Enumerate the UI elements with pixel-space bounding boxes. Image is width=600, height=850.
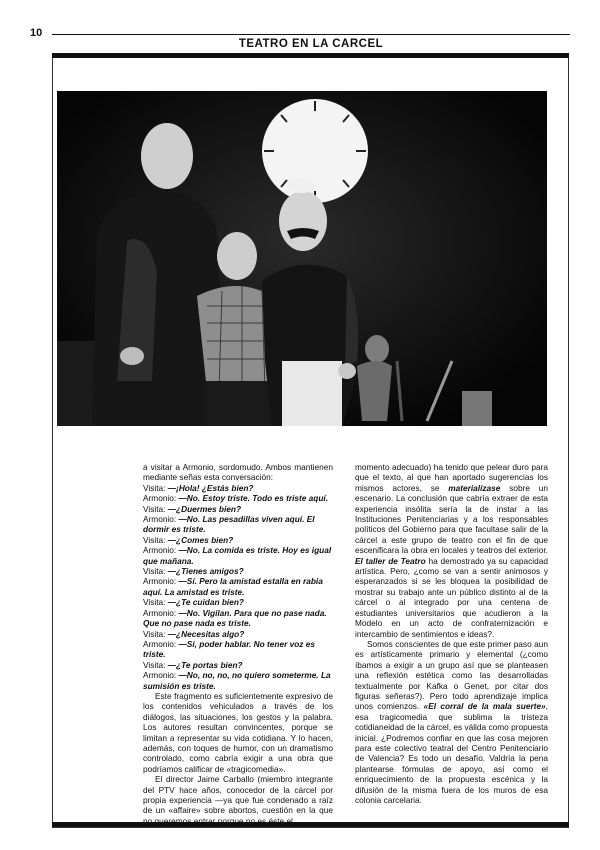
clock-prop: [262, 99, 368, 203]
dialogue-line: Armonio: —No. La comida es triste. Hoy es igual que mañana.: [143, 545, 332, 566]
dialogue-line: Visita: —¿Tienes amigos?: [143, 566, 244, 577]
intro-paragraph: a visitar a Armonio, sordomudo. Ambos mantienen mediante señas esta conversación:: [143, 462, 333, 483]
left-text-column: [143, 462, 333, 826]
frame-top-bar: [52, 53, 569, 58]
body-paragraph: Este fragmento es suficientemente expresivo de los contenidos vehiculados a través de los diálogos, las situaciones, los gestos y la palabra. Los autores resultan convincentes, porque se limitan a representar su vida cotidiana. Y lo hacen, además, con toques de humor, con un dramatismo controlado, como cabría exigir a una obra que podríamos calificar de «tragicomedia».: [143, 690, 333, 774]
dialogue-block: [143, 483, 333, 691]
dialogue-line: Armonio: —No. Las pesadillas viven aquí. El dormir es triste.: [143, 514, 315, 535]
right-text-column: [355, 462, 548, 805]
section-title: TEATRO EN LA CARCEL: [238, 38, 384, 50]
dialogue-line: Armonio: —No. Vigilan. Para que no pase nada. Que no pase nada es triste.: [143, 607, 327, 629]
dialogue-line: Armonio: —No. Estoy triste. Todo es triste aquí.: [143, 493, 329, 504]
stage-photo: [57, 91, 547, 426]
dialogue-line: Armonio: —No, no, no, no quiero someterme. La sumisión es triste.: [143, 670, 331, 691]
dialogue-line: Visita: —¿Duermes bien?: [143, 503, 242, 514]
body-paragraph: El director Jaime Carballo (miembro integrante del PTV hace años, conocedor de la cárcel por propia experiencia —ya que fue condenado a raíz de un «affaire» sobre abortos, cuestión en la que no queremos entrar porque no es éste el: [143, 774, 333, 826]
dialogue-line: Visita: —¡Hola! ¿Estás bien?: [143, 482, 254, 493]
dialogue-line: Visita: —¿Te cuidan bien?: [143, 597, 244, 608]
dialogue-line: Armonio: —Sí. Pero la amistad estalla en rabia aquí. La amistad es triste.: [143, 576, 323, 597]
body-paragraph: Somos conscientes de que este primer paso aun es artísticamente primario y elemental (¿como íbamos a exigir a un grupo así que se planteasen una reflexión estética como las desarrolladas textualmente por Kafka o Genet, por citar dos figuras señeras?). Pero todo aprendizaje implica unos comienzos. «El corral de la mala suerte», esa tragicomedia que sublima la tristeza cotidianeidad de la cárcel, es válida como propuesta inicial. ¿Podremos confiar en que las cosa mejoren para este colectivo teatral del Centro Penitenciario de Valencia? Es todo un desafío. Valdría la pena plantearse fórmulas de apoyo, así como el enriquecimiento de la propuesta escénica y la difusión de la misma fuera de los muros de esa colonia carcelaria.: [355, 638, 548, 805]
body-paragraph: momento adecuado) ha tenido que pelear duro para que el texto, al que han aportado sugerencias los mismos actores, se materializase sobre un escenario. La conclusión que cabría extraer de esta experiencia insólita sería la de instar a las Instituciones Penitenciarias y a los responsables políticos del Gobierno para que facultase salir de la cárcel a este grupo de teatro con el fin de que escenificara la obra en locales y teatros del exterior. El taller de Teatro ha demostrado ya su capacidad artística. Pero, ¿como se van a sentir animosos y esperanzados si se les bloquea la posibilidad de mostrar su trabajo ante un público distinto al de la cárcel o al integrado por una centena de estudiantes universitarios que acudieron a la Modelo en un acto de confraternización e intercambio de sentimientos e ideas?.: [355, 462, 548, 639]
dialogue-line: Visita: —¿Te portas bien?: [143, 659, 243, 670]
page-number: 10: [30, 27, 43, 39]
dialogue-line: Visita: —¿Necesitas algo?: [143, 628, 245, 639]
header-rule: [52, 34, 570, 35]
dialogue-line: Armonio: —Sí, poder hablar. No tener voz es triste.: [143, 638, 315, 660]
stage-photo-illustration: [57, 91, 547, 426]
dialogue-line: Visita: —¿Comes bien?: [143, 534, 234, 545]
